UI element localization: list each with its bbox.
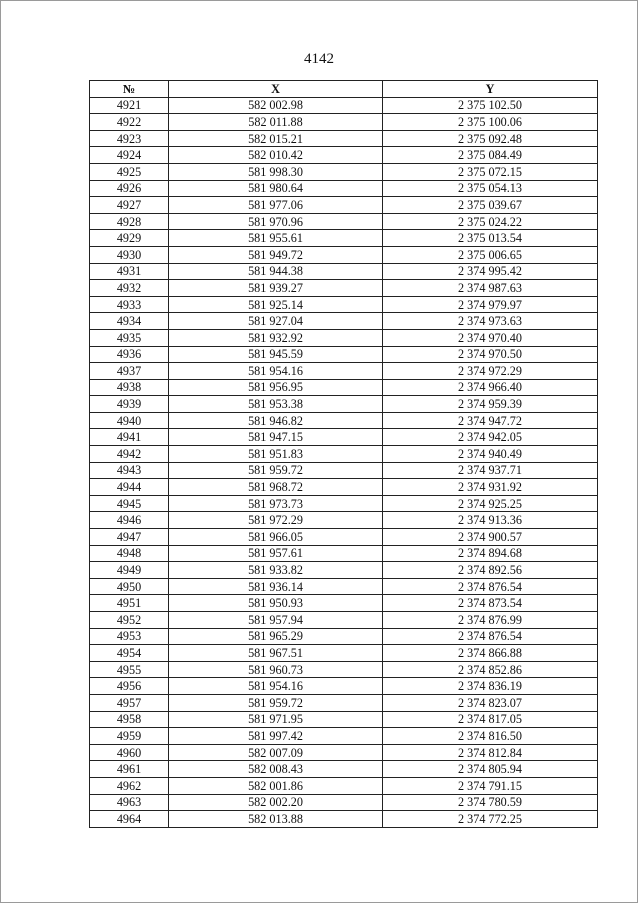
table-row <box>90 562 598 579</box>
x-coordinate-cell: 582 013.88 <box>169 811 383 828</box>
y-coordinate-cell: 2 375 054.13 <box>383 180 598 197</box>
x-coordinate-cell: 581 997.42 <box>169 728 383 745</box>
table-row <box>90 711 598 728</box>
x-coordinate-cell: 581 955.61 <box>169 230 383 247</box>
table-row <box>90 429 598 446</box>
x-coordinate-cell: 581 977.06 <box>169 197 383 214</box>
y-coordinate-cell: 2 374 940.49 <box>383 446 598 463</box>
x-coordinate-cell: 581 936.14 <box>169 578 383 595</box>
table-row <box>90 197 598 214</box>
x-coordinate-cell: 581 947.15 <box>169 429 383 446</box>
x-coordinate-cell: 581 949.72 <box>169 246 383 263</box>
table-row <box>90 329 598 346</box>
table-header-row <box>90 81 598 98</box>
x-coordinate-cell: 581 954.16 <box>169 678 383 695</box>
table-row <box>90 529 598 546</box>
y-coordinate-cell: 2 374 979.97 <box>383 296 598 313</box>
y-coordinate-cell: 2 375 072.15 <box>383 163 598 180</box>
point-number-cell: 4923 <box>90 130 169 147</box>
y-coordinate-cell: 2 374 937.71 <box>383 462 598 479</box>
table-row <box>90 163 598 180</box>
point-number-cell: 4925 <box>90 163 169 180</box>
table-row <box>90 744 598 761</box>
y-coordinate-cell: 2 374 812.84 <box>383 744 598 761</box>
table-row <box>90 180 598 197</box>
y-coordinate-cell: 2 374 970.50 <box>383 346 598 363</box>
x-coordinate-cell: 582 002.20 <box>169 794 383 811</box>
table-row <box>90 147 598 164</box>
x-coordinate-cell: 581 939.27 <box>169 280 383 297</box>
y-coordinate-cell: 2 375 039.67 <box>383 197 598 214</box>
y-coordinate-cell: 2 375 006.65 <box>383 246 598 263</box>
y-coordinate-cell: 2 374 876.99 <box>383 612 598 629</box>
table-row <box>90 694 598 711</box>
table-row <box>90 462 598 479</box>
x-coordinate-cell: 581 960.73 <box>169 661 383 678</box>
y-coordinate-cell: 2 374 772.25 <box>383 811 598 828</box>
point-number-cell: 4936 <box>90 346 169 363</box>
point-number-cell: 4940 <box>90 412 169 429</box>
table-row <box>90 761 598 778</box>
point-number-cell: 4921 <box>90 97 169 114</box>
table-row <box>90 396 598 413</box>
table-row <box>90 412 598 429</box>
x-coordinate-cell: 581 950.93 <box>169 595 383 612</box>
point-number-cell: 4931 <box>90 263 169 280</box>
point-number-cell: 4964 <box>90 811 169 828</box>
y-coordinate-cell: 2 375 084.49 <box>383 147 598 164</box>
point-number-cell: 4952 <box>90 612 169 629</box>
table-body <box>90 97 598 827</box>
table-row <box>90 97 598 114</box>
y-coordinate-cell: 2 374 876.54 <box>383 578 598 595</box>
x-coordinate-cell: 581 972.29 <box>169 512 383 529</box>
x-coordinate-cell: 582 007.09 <box>169 744 383 761</box>
point-number-cell: 4955 <box>90 661 169 678</box>
table-row <box>90 628 598 645</box>
point-number-cell: 4954 <box>90 645 169 662</box>
y-coordinate-cell: 2 374 959.39 <box>383 396 598 413</box>
x-coordinate-cell: 581 970.96 <box>169 213 383 230</box>
point-number-cell: 4958 <box>90 711 169 728</box>
table-row <box>90 296 598 313</box>
y-coordinate-cell: 2 374 817.05 <box>383 711 598 728</box>
point-number-cell: 4934 <box>90 313 169 330</box>
y-coordinate-cell: 2 374 894.68 <box>383 545 598 562</box>
point-number-cell: 4927 <box>90 197 169 214</box>
y-coordinate-cell: 2 374 866.88 <box>383 645 598 662</box>
table-row <box>90 379 598 396</box>
point-number-cell: 4963 <box>90 794 169 811</box>
point-number-cell: 4961 <box>90 761 169 778</box>
point-number-cell: 4939 <box>90 396 169 413</box>
y-coordinate-cell: 2 375 024.22 <box>383 213 598 230</box>
table-row <box>90 678 598 695</box>
y-coordinate-cell: 2 374 805.94 <box>383 761 598 778</box>
table-row <box>90 645 598 662</box>
y-coordinate-cell: 2 374 780.59 <box>383 794 598 811</box>
point-number-cell: 4944 <box>90 479 169 496</box>
y-coordinate-cell: 2 374 913.36 <box>383 512 598 529</box>
column-header-y: Y <box>383 81 598 98</box>
point-number-cell: 4922 <box>90 114 169 131</box>
point-number-cell: 4941 <box>90 429 169 446</box>
y-coordinate-cell: 2 374 947.72 <box>383 412 598 429</box>
point-number-cell: 4959 <box>90 728 169 745</box>
y-coordinate-cell: 2 374 876.54 <box>383 628 598 645</box>
x-coordinate-cell: 582 015.21 <box>169 130 383 147</box>
table-row <box>90 578 598 595</box>
point-number-cell: 4946 <box>90 512 169 529</box>
x-coordinate-cell: 582 010.42 <box>169 147 383 164</box>
point-number-cell: 4924 <box>90 147 169 164</box>
y-coordinate-cell: 2 375 013.54 <box>383 230 598 247</box>
x-coordinate-cell: 581 957.94 <box>169 612 383 629</box>
y-coordinate-cell: 2 374 900.57 <box>383 529 598 546</box>
y-coordinate-cell: 2 374 970.40 <box>383 329 598 346</box>
y-coordinate-cell: 2 374 925.25 <box>383 495 598 512</box>
coordinates-table <box>89 80 598 828</box>
table-row <box>90 479 598 496</box>
y-coordinate-cell: 2 374 931.92 <box>383 479 598 496</box>
x-coordinate-cell: 582 008.43 <box>169 761 383 778</box>
x-coordinate-cell: 581 953.38 <box>169 396 383 413</box>
table-row <box>90 363 598 380</box>
table-row <box>90 313 598 330</box>
table-row <box>90 114 598 131</box>
x-coordinate-cell: 581 925.14 <box>169 296 383 313</box>
x-coordinate-cell: 581 945.59 <box>169 346 383 363</box>
y-coordinate-cell: 2 374 836.19 <box>383 678 598 695</box>
y-coordinate-cell: 2 374 791.15 <box>383 777 598 794</box>
column-header-x: X <box>169 81 383 98</box>
table-row <box>90 728 598 745</box>
x-coordinate-cell: 582 002.98 <box>169 97 383 114</box>
point-number-cell: 4951 <box>90 595 169 612</box>
table-row <box>90 130 598 147</box>
table-row <box>90 595 598 612</box>
y-coordinate-cell: 2 374 972.29 <box>383 363 598 380</box>
y-coordinate-cell: 2 374 852.86 <box>383 661 598 678</box>
column-header-number: № <box>90 81 169 98</box>
point-number-cell: 4948 <box>90 545 169 562</box>
y-coordinate-cell: 2 375 102.50 <box>383 97 598 114</box>
x-coordinate-cell: 581 973.73 <box>169 495 383 512</box>
x-coordinate-cell: 581 971.95 <box>169 711 383 728</box>
point-number-cell: 4962 <box>90 777 169 794</box>
point-number-cell: 4928 <box>90 213 169 230</box>
y-coordinate-cell: 2 375 092.48 <box>383 130 598 147</box>
table-row <box>90 446 598 463</box>
point-number-cell: 4935 <box>90 329 169 346</box>
y-coordinate-cell: 2 374 892.56 <box>383 562 598 579</box>
x-coordinate-cell: 581 959.72 <box>169 694 383 711</box>
x-coordinate-cell: 581 980.64 <box>169 180 383 197</box>
point-number-cell: 4929 <box>90 230 169 247</box>
table-row <box>90 213 598 230</box>
x-coordinate-cell: 581 932.92 <box>169 329 383 346</box>
point-number-cell: 4933 <box>90 296 169 313</box>
point-number-cell: 4930 <box>90 246 169 263</box>
x-coordinate-cell: 581 927.04 <box>169 313 383 330</box>
point-number-cell: 4960 <box>90 744 169 761</box>
point-number-cell: 4926 <box>90 180 169 197</box>
x-coordinate-cell: 581 933.82 <box>169 562 383 579</box>
point-number-cell: 4943 <box>90 462 169 479</box>
table-row <box>90 661 598 678</box>
table-row <box>90 246 598 263</box>
table-row <box>90 612 598 629</box>
y-coordinate-cell: 2 375 100.06 <box>383 114 598 131</box>
point-number-cell: 4945 <box>90 495 169 512</box>
x-coordinate-cell: 582 001.86 <box>169 777 383 794</box>
y-coordinate-cell: 2 374 973.63 <box>383 313 598 330</box>
point-number-cell: 4938 <box>90 379 169 396</box>
x-coordinate-cell: 581 956.95 <box>169 379 383 396</box>
x-coordinate-cell: 581 959.72 <box>169 462 383 479</box>
x-coordinate-cell: 581 957.61 <box>169 545 383 562</box>
y-coordinate-cell: 2 374 942.05 <box>383 429 598 446</box>
table-row <box>90 263 598 280</box>
y-coordinate-cell: 2 374 995.42 <box>383 263 598 280</box>
x-coordinate-cell: 581 951.83 <box>169 446 383 463</box>
table-row <box>90 545 598 562</box>
x-coordinate-cell: 581 965.29 <box>169 628 383 645</box>
table-row <box>90 794 598 811</box>
point-number-cell: 4957 <box>90 694 169 711</box>
table-row <box>90 346 598 363</box>
x-coordinate-cell: 581 946.82 <box>169 412 383 429</box>
table-row <box>90 811 598 828</box>
point-number-cell: 4947 <box>90 529 169 546</box>
table-row <box>90 512 598 529</box>
table-row <box>90 777 598 794</box>
x-coordinate-cell: 581 954.16 <box>169 363 383 380</box>
x-coordinate-cell: 581 998.30 <box>169 163 383 180</box>
point-number-cell: 4956 <box>90 678 169 695</box>
y-coordinate-cell: 2 374 966.40 <box>383 379 598 396</box>
point-number-cell: 4937 <box>90 363 169 380</box>
point-number-cell: 4953 <box>90 628 169 645</box>
point-number-cell: 4949 <box>90 562 169 579</box>
x-coordinate-cell: 582 011.88 <box>169 114 383 131</box>
point-number-cell: 4950 <box>90 578 169 595</box>
x-coordinate-cell: 581 967.51 <box>169 645 383 662</box>
y-coordinate-cell: 2 374 816.50 <box>383 728 598 745</box>
y-coordinate-cell: 2 374 873.54 <box>383 595 598 612</box>
point-number-cell: 4942 <box>90 446 169 463</box>
table-row <box>90 280 598 297</box>
table-row <box>90 495 598 512</box>
x-coordinate-cell: 581 966.05 <box>169 529 383 546</box>
x-coordinate-cell: 581 968.72 <box>169 479 383 496</box>
x-coordinate-cell: 581 944.38 <box>169 263 383 280</box>
page-number: 4142 <box>304 51 334 67</box>
table-row <box>90 230 598 247</box>
y-coordinate-cell: 2 374 823.07 <box>383 694 598 711</box>
y-coordinate-cell: 2 374 987.63 <box>383 280 598 297</box>
point-number-cell: 4932 <box>90 280 169 297</box>
